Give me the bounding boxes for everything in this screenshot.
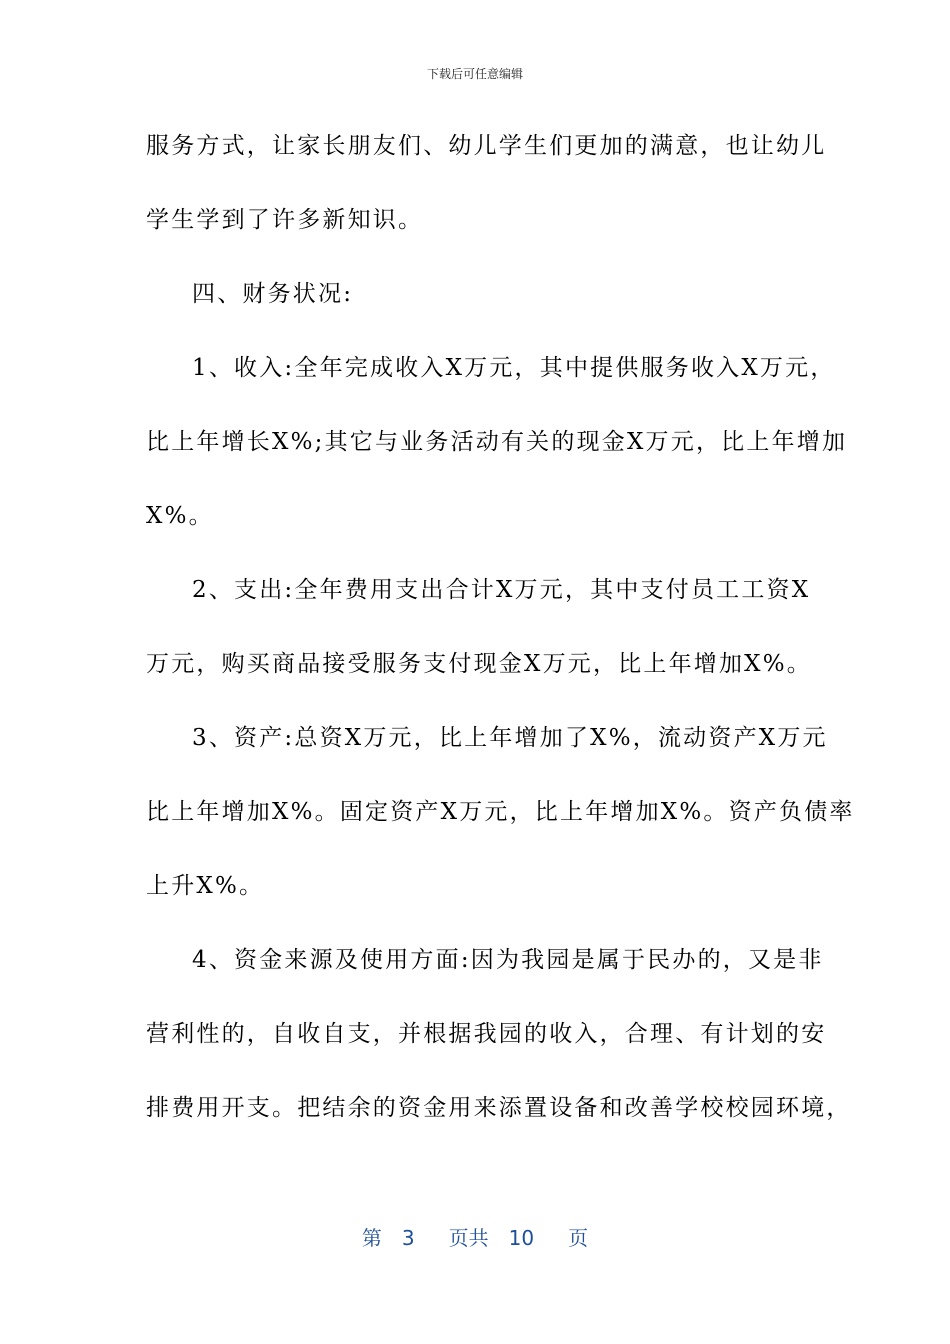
page-label-prefix: 第 bbox=[361, 1226, 382, 1250]
text-line-funding: 4、资金来源及使用方面:因为我园是属于民办的，又是非 bbox=[192, 947, 824, 973]
current-page-number: 3 bbox=[401, 1226, 415, 1250]
page-label-suffix: 页 bbox=[568, 1226, 589, 1250]
text-line-2: 学生学到了许多新知识。 bbox=[146, 207, 424, 233]
text-line-13: 营利性的，自收自支，并根据我园的收入，合理、有计划的安 bbox=[146, 1021, 827, 1047]
page-footer bbox=[0, 1224, 950, 1252]
page-header: 下载后可任意编辑 bbox=[426, 67, 523, 81]
section-heading-finance: 四、财务状况: bbox=[192, 281, 354, 307]
text-line-14: 排费用开支。把结余的资金用来添置设备和改善学校校园环境， bbox=[146, 1095, 852, 1121]
text-line-assets: 3、资产:总资X万元，比上年增加了X%，流动资产X万元 bbox=[192, 725, 828, 751]
text-line-11: 上升X%。 bbox=[146, 873, 265, 899]
document-body bbox=[146, 126, 855, 1162]
total-pages-number: 10 bbox=[508, 1226, 535, 1250]
text-line-5: 比上年增长X%;其它与业务活动有关的现金X万元，比上年增加 bbox=[146, 429, 848, 455]
page-label-middle: 页共 bbox=[448, 1226, 489, 1250]
text-line-expense: 2、支出:全年费用支出合计X万元，其中支付员工工资X bbox=[192, 577, 811, 603]
text-line-income: 1、收入:全年完成收入X万元，其中提供服务收入X万元， bbox=[192, 355, 836, 381]
text-line-6: X%。 bbox=[146, 503, 214, 529]
text-line-1: 服务方式，让家长朋友们、幼儿学生们更加的满意，也让幼儿 bbox=[146, 133, 827, 159]
text-line-8: 万元，购买商品接受服务支付现金X万元，比上年增加X%。 bbox=[146, 651, 813, 677]
text-line-10: 比上年增加X%。固定资产X万元，比上年增加X%。资产负债率 bbox=[146, 799, 855, 825]
